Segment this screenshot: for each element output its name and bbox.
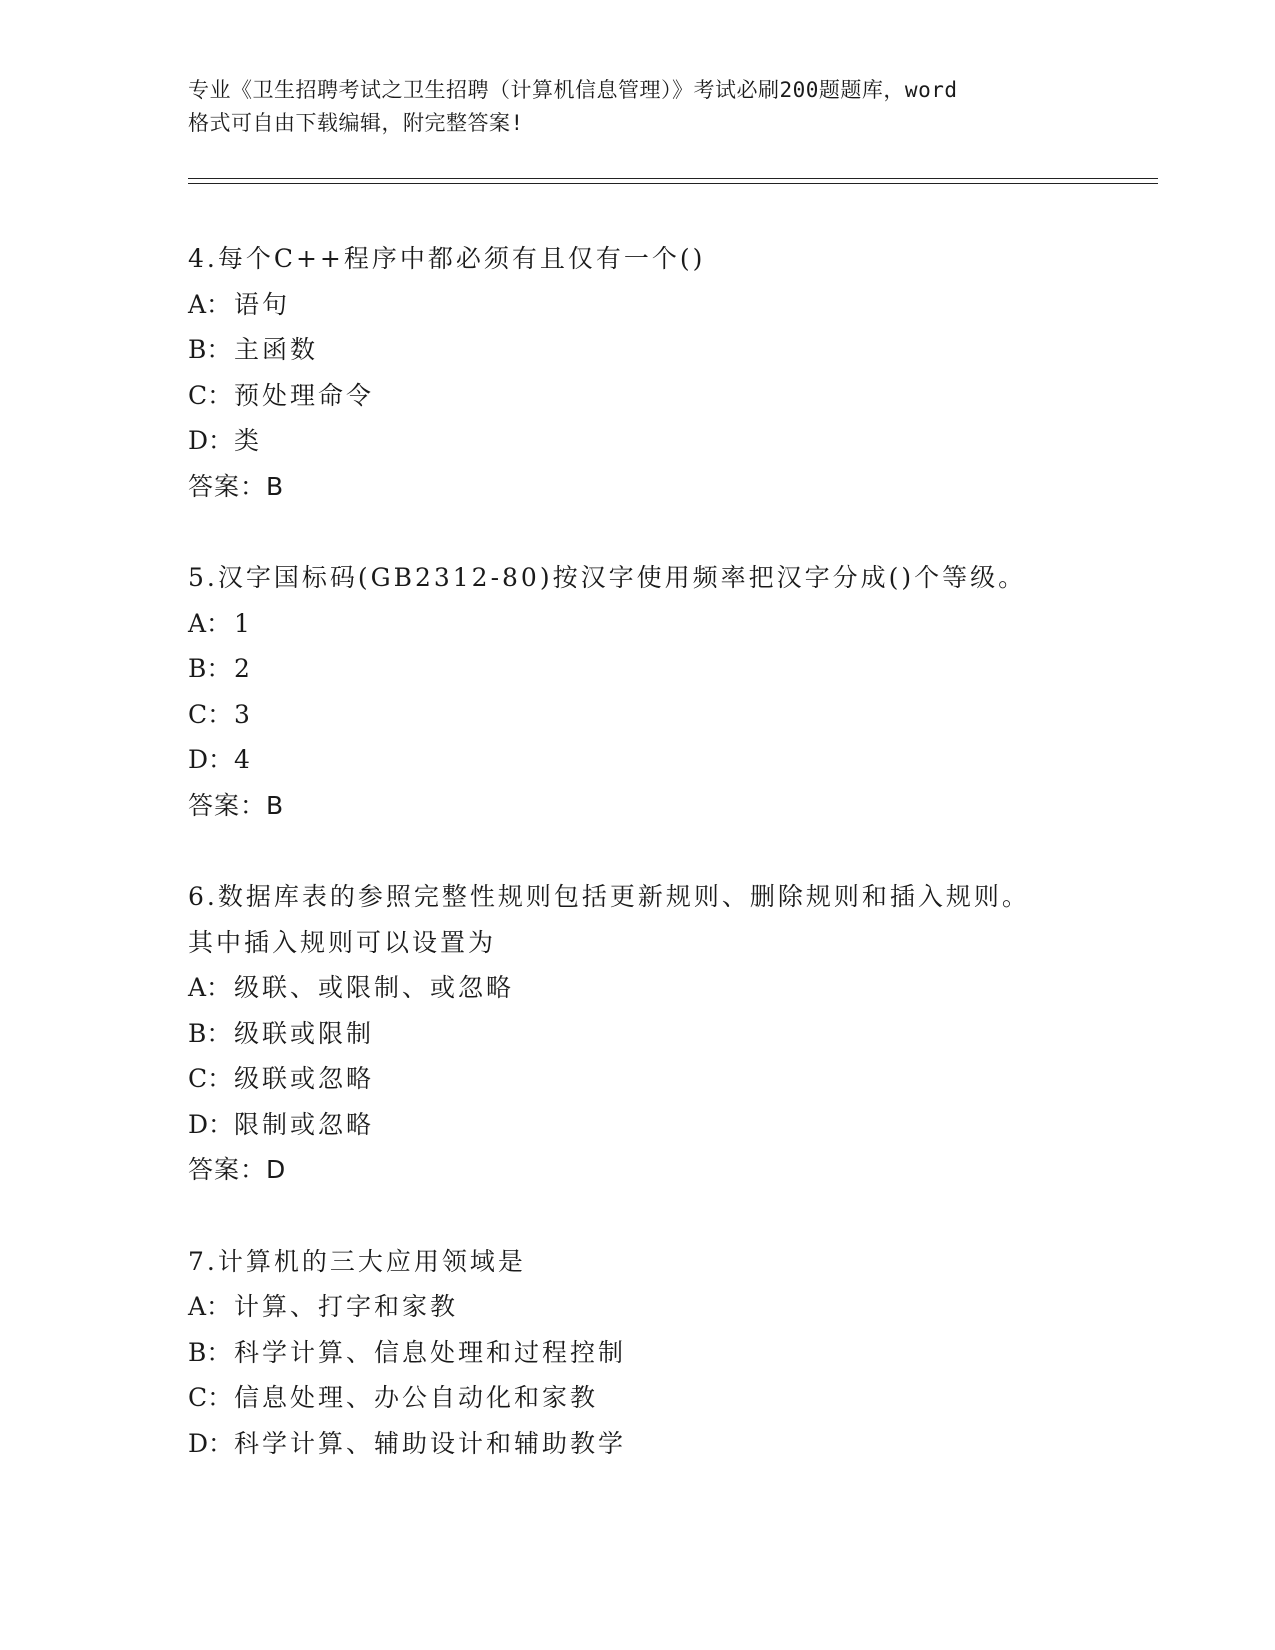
question-block (188, 874, 1168, 1193)
answer-line: 答案：D (188, 1155, 287, 1184)
option-text: 语句 (234, 289, 291, 319)
document-header (188, 74, 1088, 140)
option-letter: A： (188, 1292, 232, 1321)
question-block (188, 555, 1168, 828)
option-letter: A： (188, 289, 232, 319)
option-b (188, 327, 1168, 373)
option-c (188, 692, 1168, 738)
option-text: 限制或忽略 (234, 1109, 375, 1139)
header-divider-bottom (188, 183, 1158, 184)
answer-line: 答案：B (188, 471, 285, 501)
option-letter: B： (188, 654, 232, 683)
header-line-1: 专业《卫生招聘考试之卫生招聘（计算机信息管理）》考试必刷200题题库，word (188, 78, 958, 102)
option-letter: C： (188, 380, 233, 410)
header-divider-top (188, 178, 1158, 179)
option-text: 科学计算、辅助设计和辅助教学 (234, 1428, 627, 1458)
option-text: 信息处理、办公自动化和家教 (234, 1383, 599, 1412)
option-a (188, 282, 1168, 328)
option-text: 科学计算、信息处理和过程控制 (234, 1337, 627, 1367)
option-letter: D： (188, 426, 234, 455)
option-text: 主函数 (234, 335, 319, 364)
option-text: 类 (234, 426, 263, 455)
question-block (188, 1239, 1168, 1467)
option-text: 级联或限制 (234, 1018, 375, 1048)
option-a (188, 965, 1168, 1011)
question-stem: 5.汉字国标码(GB2312-80)按汉字使用频率把汉字分成()个等级。 (188, 563, 1027, 592)
option-c (188, 1056, 1168, 1102)
option-letter: C： (188, 1383, 233, 1412)
option-c (188, 1375, 1168, 1421)
option-text: 3 (234, 699, 253, 729)
option-d (188, 1421, 1168, 1467)
question-stem: 4.每个C++程序中都必须有且仅有一个() (188, 244, 706, 273)
option-letter: D： (188, 1109, 234, 1139)
option-d (188, 737, 1168, 783)
option-b (188, 1330, 1168, 1376)
option-letter: D： (188, 745, 234, 774)
option-letter: D： (188, 1428, 234, 1458)
option-text: 级联、或限制、或忽略 (234, 973, 515, 1002)
question-stem: 6.数据库表的参照完整性规则包括更新规则、删除规则和插入规则。 (188, 882, 1030, 911)
option-b (188, 1011, 1168, 1057)
answer-line: 答案：B (188, 790, 285, 820)
option-d (188, 1102, 1168, 1148)
option-a (188, 1284, 1168, 1330)
option-text: 1 (234, 608, 253, 638)
option-b (188, 646, 1168, 692)
option-letter: C： (188, 699, 233, 729)
option-letter: C： (188, 1064, 233, 1093)
option-letter: B： (188, 1337, 232, 1367)
option-d (188, 418, 1168, 464)
option-text: 计算、打字和家教 (234, 1292, 459, 1321)
option-text: 预处理命令 (234, 380, 375, 410)
option-text: 4 (234, 745, 253, 774)
question-stem-continued: 其中插入规则可以设置为 (188, 927, 497, 957)
header-line-2: 格式可自由下载编辑，附完整答案! (188, 111, 524, 135)
option-letter: B： (188, 1018, 232, 1048)
option-c (188, 373, 1168, 419)
option-letter: B： (188, 335, 232, 364)
question-stem: 7.计算机的三大应用领域是 (188, 1246, 526, 1276)
option-text: 2 (234, 654, 253, 683)
question-list (188, 236, 1168, 1512)
option-letter: A： (188, 608, 232, 638)
question-block (188, 236, 1168, 509)
option-a (188, 601, 1168, 647)
option-letter: A： (188, 973, 232, 1002)
option-text: 级联或忽略 (234, 1064, 375, 1093)
